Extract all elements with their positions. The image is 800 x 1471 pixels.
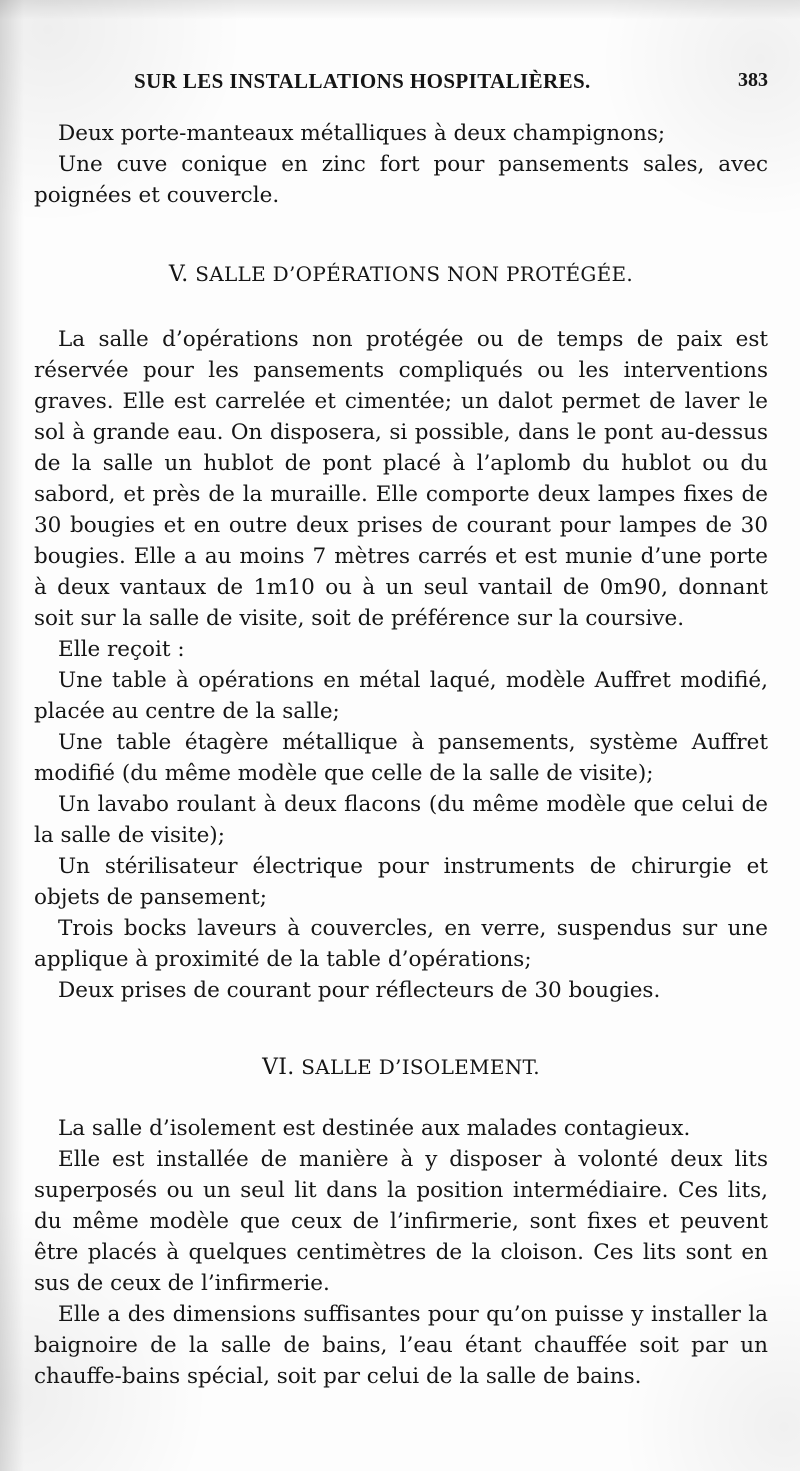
intro-line-1: Deux porte-manteaux métalliques à deux champignons; <box>58 121 666 146</box>
section-v-paragraph-5: Un lavabo roulant à deux flacons (du même modèle que celui de la salle de visite); <box>34 792 768 848</box>
intro-line-2: Une cuve conique en zinc fort pour pansements sales, avec poignées et couvercle. <box>34 152 768 208</box>
section-v-paragraph-8: Deux prises de courant pour réflecteurs de 30 bougies. <box>58 978 661 1003</box>
section-vi-paragraph-3: Elle a des dimensions suffisantes pour qu’on puisse y installer la baignoire de la salle de bains, l’eau étant chauffée soit par un chauffe-bains spécial, soit par celui de la salle de bains. <box>34 1302 768 1389</box>
section-v-paragraph-4: Une table étagère métallique à pansements, système Auffret modifié (du même modèle que celle de la salle de visite); <box>34 730 768 786</box>
section-vi-paragraph-1: La salle d’isolement est destinée aux malades contagieux. <box>58 1116 691 1141</box>
running-header <box>34 65 768 99</box>
section-v-paragraph-3: Une table à opérations en métal laqué, modèle Auffret modifié, placée au centre de la salle; <box>34 668 768 724</box>
section-vi-paragraph-2: Elle est installée de manière à y disposer à volonté deux lits superposés ou un seul lit dans la position intermédiaire. Ces lits, du même modèle que ceux de l’infirmerie, sont fixes et peuvent être placés à quelques centimètres de la cloison. Ces lits sont en sus de ceux de l’infirmerie. <box>34 1147 768 1296</box>
section-vi-heading <box>34 1052 768 1083</box>
section-vi-title: SALLE D’ISOLEMENT. <box>301 1055 540 1079</box>
page-edge-shadow-left <box>0 0 24 1471</box>
section-vi-number: VI. <box>262 1055 295 1080</box>
page-edge-shadow-top <box>0 0 800 20</box>
running-title: SUR LES INSTALLATIONS HOSPITALIÈRES. <box>134 69 591 93</box>
page-content <box>34 110 768 1392</box>
section-v-paragraph-2: Elle reçoit : <box>58 637 185 662</box>
section-v-paragraph-6: Un stérilisateur électrique pour instruments de chirurgie et objets de pansement; <box>34 854 768 910</box>
section-v-heading <box>34 259 768 290</box>
section-v-paragraph-1: La salle d’opérations non protégée ou de temps de paix est réservée pour les pansements compliqués ou les interventions graves. Elle est carrelée et cimentée; un dalot permet de laver le sol à grande eau. On disposera, si possible, dans le pont au-dessus de la salle un hublot de pont placé à l’aplomb du hublot ou du sabord, et près de la muraille. Elle comporte deux lampes fixes de 30 bougies et en outre deux prises de courant pour lampes de 30 bougies. Elle a au moins 7 mètres carrés et est munie d’une porte à deux vantaux de 1m10 ou à un seul vantail de 0m90, donnant soit sur la salle de visite, soit de préférence sur la coursive. <box>34 327 768 631</box>
page-number: 383 <box>738 69 768 91</box>
section-v-number: V. <box>168 262 189 287</box>
section-v-title: SALLE D’OPÉRATIONS NON PROTÉGÉE. <box>195 262 634 286</box>
section-v-paragraph-7: Trois bocks laveurs à couvercles, en verre, suspendus sur une applique à proximité de la table d’opérations; <box>34 916 768 972</box>
